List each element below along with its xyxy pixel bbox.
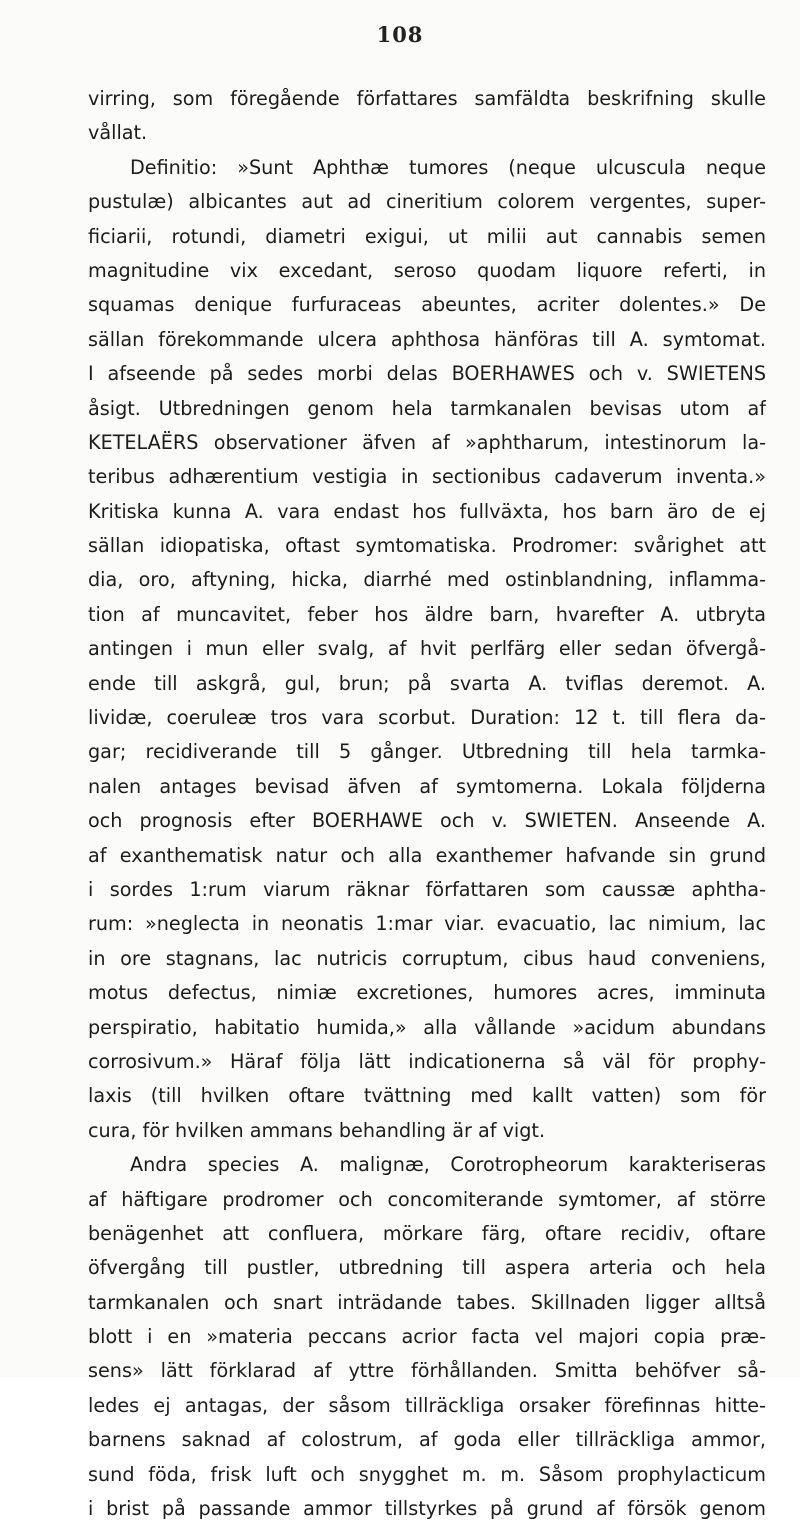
text-line: antingen i mun eller svalg, af hvit perlfärg eller sedan öfvergå- bbox=[88, 637, 766, 661]
text-line: gar; recidiverande till 5 gånger. Utbredning till hela tarmka- bbox=[88, 740, 766, 764]
text-line: ledes ej antagas, der såsom tillräckliga orsaker förefinnas hitte- bbox=[88, 1393, 766, 1417]
text-line: magnitudine vix excedant, seroso quodam liquore referti, in bbox=[88, 258, 766, 282]
text-line: pustulæ) albicantes aut ad cineritium colorem vergentes, super- bbox=[88, 190, 766, 214]
text-line: corrosivum.» Häraf följa lätt indicationerna så väl för prophy- bbox=[88, 1049, 766, 1073]
page-number: 108 bbox=[376, 22, 424, 47]
text-line: ficiarii, rotundi, diametri exigui, ut milii aut cannabis semen bbox=[88, 224, 766, 248]
text-line: sens» lätt förklarad af yttre förhållanden. Smitta behöfver så- bbox=[88, 1359, 766, 1383]
text-line: åsigt. Utbredningen genom hela tarmkanalen bevisas utom af bbox=[88, 396, 766, 420]
text-line: squamas denique furfuraceas abeuntes, acriter dolentes.» De bbox=[88, 293, 766, 317]
text-line: sund föda, frisk luft och snygghet m. m. Såsom prophylacticum bbox=[88, 1462, 766, 1486]
text-line: teribus adhærentium vestigia in sectionibus cadaverum inventa.» bbox=[88, 465, 766, 489]
text-line: laxis (till hvilken oftare tvättning med kallt vatten) som för bbox=[88, 1084, 766, 1108]
text-line: öfvergång till pustler, utbredning till aspera arteria och hela bbox=[88, 1256, 766, 1280]
text-line: ende till askgrå, gul, brun; på svarta A. tviflas deremot. A. bbox=[88, 671, 766, 695]
text-line: tion af muncavitet, feber hos äldre barn, hvarefter A. utbryta bbox=[88, 602, 766, 626]
text-line: nalen antages bevisad äfven af symtomerna. Lokala följderna bbox=[88, 774, 766, 798]
text-line: af exanthematisk natur och alla exanthemer hafvande sin grund bbox=[88, 843, 766, 867]
text-line: och prognosis efter BOERHAWE och v. SWIETEN. Anseende A. bbox=[88, 809, 766, 833]
text-line: dia, oro, aftyning, hicka, diarrhé med ostinblandning, inflamma- bbox=[88, 568, 766, 592]
text-line: i sordes 1:rum viarum räknar författaren som caussæ aphtha- bbox=[88, 877, 766, 901]
text-line: blott i en »materia peccans acrior facta vel majori copia præ- bbox=[88, 1325, 766, 1349]
text-line: cura, för hvilken ammans behandling är af vigt. bbox=[88, 1118, 546, 1142]
text-line: af häftigare prodromer och concomiterande symtomer, af större bbox=[88, 1187, 766, 1211]
text-line: in ore stagnans, lac nutricis corruptum, cibus haud conveniens, bbox=[88, 946, 766, 970]
text-line: Andra species A. malignæ, Corotropheorum karakteriseras bbox=[130, 1153, 766, 1177]
text-line: lividæ, coeruleæ tros vara scorbut. Duration: 12 t. till flera da- bbox=[88, 706, 766, 730]
body-text bbox=[88, 82, 766, 1526]
text-line: vållat. bbox=[88, 121, 148, 145]
text-line: motus defectus, nimiæ excretiones, humores acres, imminuta bbox=[88, 981, 766, 1005]
text-line: sällan idiopatiska, oftast symtomatiska. Prodromer: svårighet att bbox=[88, 534, 766, 558]
text-line: tarmkanalen och snart inträdande tabes. Skillnaden ligger alltså bbox=[88, 1290, 766, 1314]
text-line: virring, som föregående författares samfäldta beskrifning skulle bbox=[88, 87, 766, 110]
text-line: barnens saknad af colostrum, af goda eller tillräckliga ammor, bbox=[88, 1428, 766, 1452]
text-line: sällan förekommande ulcera aphthosa hänföras till A. symtomat. bbox=[88, 327, 766, 351]
text-line: perspiratio, habitatio humida,» alla vållande »acidum abundans bbox=[88, 1015, 766, 1039]
text-line: rum: »neglecta in neonatis 1:mar viar. evacuatio, lac nimium, lac bbox=[88, 912, 766, 936]
text-line: I afseende på sedes morbi delas BOERHAWES och v. SWIETENS bbox=[88, 362, 766, 386]
text-line: Definitio: »Sunt Aphthæ tumores (neque ulcuscula neque bbox=[130, 155, 766, 179]
text-line: KETELAËRS observationer äfven af »aphtharum, intestinorum la- bbox=[88, 430, 766, 454]
text-line: Kritiska kunna A. vara endast hos fullväxta, hos barn äro de ej bbox=[88, 499, 766, 523]
text-line: i brist på passande ammor tillstyrkes på grund af försök genom bbox=[88, 1497, 766, 1521]
text-line: benägenhet att confluera, mörkare färg, oftare recidiv, oftare bbox=[88, 1221, 766, 1245]
